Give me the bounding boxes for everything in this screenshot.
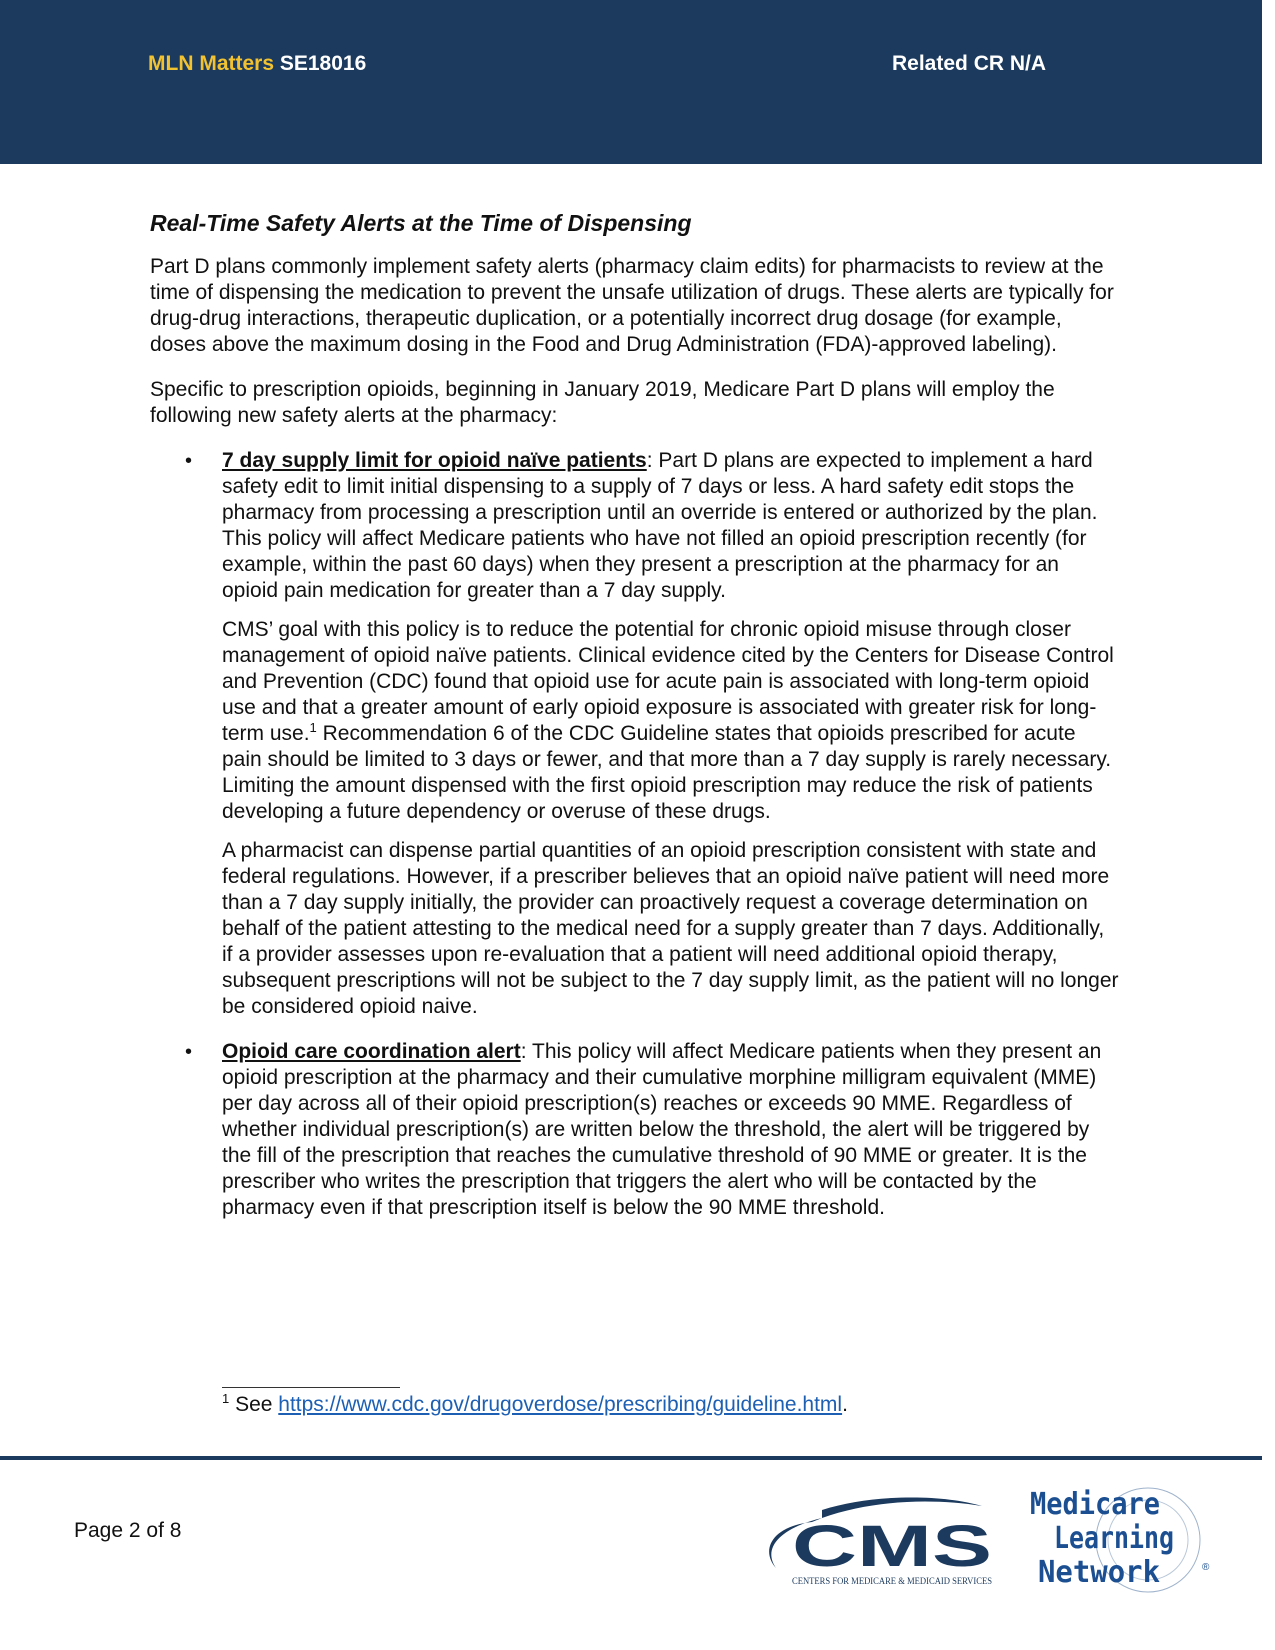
bullet-lead: Opioid care coordination alert: [222, 1040, 521, 1063]
intro-paragraph: Part D plans commonly implement safety alerts (pharmacy claim edits) for pharmacists to review at the time of dispensing the medication to prevent the unsafe utilization of drugs. These alerts are typically for drug-drug interactions, therapeutic duplication, or a potentially incorrect drug dosage (for example, doses above the maximum dosing in the Food and Drug Administration (FDA)-approved labeling).: [150, 255, 1114, 356]
mln-logo-line: Network: [1038, 1555, 1160, 1590]
footnote-divider: [222, 1387, 400, 1388]
footnote-suffix: .: [842, 1393, 848, 1416]
article-number: SE18016: [279, 52, 367, 75]
bullet-text: : This policy will affect Medicare patients when they present an opioid prescription at the pharmacy and their cumulative morphine milligram equivalent (MME) per day across all of their opioid prescription(s) reaches or exceeds 90 MME. Regardless of whether individual prescription(s) are written below the threshold, the alert will be triggered by the fill of the prescription that reaches the cumulative threshold of 90 MME or greater. It is the prescriber who writes the prescription that triggers the alert who will be contacted by the pharmacy even if that prescription itself is below the 90 MME threshold.: [222, 1040, 1102, 1219]
bullet-paragraph: [222, 1039, 1120, 1221]
bullet-paragraph: [222, 448, 1120, 604]
bullet-text: : Part D plans are expected to implement a hard safety edit to limit initial dispensing to a supply of 7 days or less. A hard safety edit stops the pharmacy from processing a prescription until an override is entered or authorized by the plan. This policy will affect Medicare patients who have not filled an opioid prescription recently (for example, within the past 60 days) when they present a prescription at the pharmacy for an opioid pain medication for greater than a 7 day supply.: [222, 449, 1098, 602]
bullet-lead: 7 day supply limit for opioid naïve patients: [222, 449, 647, 472]
bullet-paragraph: A pharmacist can dispense partial quantities of an opioid prescription consistent with state and federal regulations. However, if a prescriber believes that an opioid naïve patient will need more than a 7 day supply initially, the provider can proactively request a coverage determination on behalf of the patient attesting to the medical need for a supply greater than 7 days. Additionally, if a provider assesses upon re-evaluation that a patient will need additional opioid therapy, subsequent prescriptions will not be subject to the 7 day supply limit, as the patient will no longer be considered opioid naive.: [222, 839, 1119, 1018]
footnote-reference[interactable]: 1: [309, 720, 317, 735]
cms-tagline: CENTERS FOR MEDICARE & MEDICAID SERVICES: [792, 1576, 992, 1586]
cms-logo: [752, 1488, 1014, 1588]
cms-logo-text: CMS: [792, 1514, 992, 1579]
page-number: Page 2 of 8: [74, 1519, 182, 1542]
bullet-icon: •: [185, 1041, 193, 1063]
footnote: [222, 1392, 848, 1418]
main-content: [150, 208, 1120, 1240]
mln-logo-line: Medicare: [1030, 1487, 1160, 1522]
mln-matters-brand: MLN Matters: [148, 52, 275, 75]
safety-alert-list: [150, 448, 1120, 1221]
bullet-text: Recommendation 6 of the CDC Guideline states that opioids prescribed for acute pain should be limited to 3 days or fewer, and that more than a 7 day supply is rarely necessary. Limiting the amount dispensed with the first opioid prescription may reduce the risk of patients developing a future dependency or overuse of these drugs.: [222, 722, 1112, 823]
footnote-prefix: See: [229, 1393, 279, 1416]
article-id: [148, 52, 366, 76]
opioid-intro-paragraph: Specific to prescription opioids, beginning in January 2019, Medicare Part D plans will employ the following new safety alerts at the pharmacy:: [150, 378, 1055, 427]
mln-logo: [1030, 1478, 1230, 1598]
related-cr: Related CR N/A: [892, 52, 1047, 75]
document-header: [0, 0, 1262, 164]
footnote-marker: 1: [222, 1391, 230, 1406]
bullet-paragraph: [222, 617, 1120, 825]
list-item: [150, 448, 1120, 1020]
bullet-icon: •: [185, 450, 193, 472]
section-heading: Real-Time Safety Alerts at the Time of Dispensing: [150, 210, 692, 236]
bullet-text: CMS’ goal with this policy is to reduce the potential for chronic opioid misuse through closer management of opioid naïve patients. Clinical evidence cited by the Centers for Disease Control and Prevention (CDC) found that opioid use for acute pain is associated with long-term opioid use and that a greater amount of early opioid exposure is associated with greater risk for long-term use.: [222, 618, 1114, 745]
registered-mark: ®: [1202, 1562, 1210, 1573]
list-item: [150, 1039, 1120, 1221]
footer-divider: [0, 1456, 1262, 1460]
footnote-link[interactable]: https://www.cdc.gov/drugoverdose/prescribing/guideline.html: [278, 1393, 843, 1416]
mln-logo-line: Learning: [1054, 1521, 1174, 1556]
